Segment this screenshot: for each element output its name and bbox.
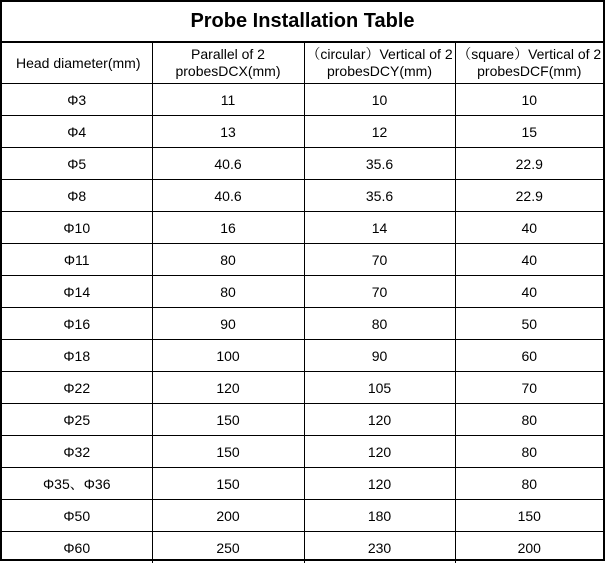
cell-head-diameter: Φ18 [2, 340, 152, 372]
cell-dcf: 60 [455, 340, 603, 372]
cell-dcy: 180 [304, 500, 455, 532]
cell-head-diameter: Φ32 [2, 436, 152, 468]
table-row [2, 532, 603, 563]
cell-head-diameter: Φ11 [2, 244, 152, 276]
cell-dcx: 40.6 [152, 148, 304, 180]
table-row [2, 436, 603, 468]
cell-head-diameter: Φ22 [2, 372, 152, 404]
cell-dcx: 200 [152, 500, 304, 532]
cell-head-diameter: Φ16 [2, 308, 152, 340]
table-row [2, 244, 603, 276]
header-vertical-square-dcf: （square）Vertical of 2 probesDCF(mm) [455, 43, 603, 84]
cell-head-diameter: Φ10 [2, 212, 152, 244]
cell-head-diameter: Φ8 [2, 180, 152, 212]
cell-dcy: 105 [304, 372, 455, 404]
cell-dcf: 50 [455, 308, 603, 340]
table-row [2, 116, 603, 148]
cell-dcf: 70 [455, 372, 603, 404]
cell-dcy: 120 [304, 468, 455, 500]
cell-dcy: 90 [304, 340, 455, 372]
cell-dcy: 80 [304, 308, 455, 340]
header-parallel-dcx: Parallel of 2 probesDCX(mm) [152, 43, 304, 84]
cell-dcy: 70 [304, 276, 455, 308]
table-row [2, 276, 603, 308]
table-body [2, 84, 603, 563]
cell-dcf: 40 [455, 244, 603, 276]
cell-dcy: 120 [304, 436, 455, 468]
table-row [2, 468, 603, 500]
cell-dcy: 12 [304, 116, 455, 148]
cell-dcf: 22.9 [455, 148, 603, 180]
table-row [2, 404, 603, 436]
cell-dcf: 22.9 [455, 180, 603, 212]
cell-dcx: 250 [152, 532, 304, 563]
cell-dcx: 16 [152, 212, 304, 244]
table-row [2, 180, 603, 212]
cell-head-diameter: Φ60 [2, 532, 152, 563]
cell-dcy: 35.6 [304, 148, 455, 180]
table-title: Probe Installation Table [2, 2, 603, 43]
cell-dcf: 40 [455, 276, 603, 308]
cell-dcx: 80 [152, 276, 304, 308]
cell-dcy: 35.6 [304, 180, 455, 212]
cell-dcx: 150 [152, 404, 304, 436]
cell-dcf: 150 [455, 500, 603, 532]
cell-dcy: 70 [304, 244, 455, 276]
cell-dcx: 13 [152, 116, 304, 148]
cell-head-diameter: Φ3 [2, 84, 152, 116]
table-row [2, 84, 603, 116]
table-row [2, 340, 603, 372]
cell-dcx: 80 [152, 244, 304, 276]
cell-dcx: 150 [152, 436, 304, 468]
cell-head-diameter: Φ50 [2, 500, 152, 532]
cell-dcy: 10 [304, 84, 455, 116]
cell-dcf: 80 [455, 468, 603, 500]
cell-dcf: 10 [455, 84, 603, 116]
table-row [2, 148, 603, 180]
cell-dcf: 80 [455, 436, 603, 468]
cell-head-diameter: Φ5 [2, 148, 152, 180]
cell-dcf: 80 [455, 404, 603, 436]
cell-dcf: 15 [455, 116, 603, 148]
cell-dcx: 90 [152, 308, 304, 340]
cell-dcf: 200 [455, 532, 603, 563]
header-row [2, 43, 603, 84]
cell-dcx: 120 [152, 372, 304, 404]
cell-dcf: 40 [455, 212, 603, 244]
cell-head-diameter: Φ4 [2, 116, 152, 148]
table-row [2, 212, 603, 244]
table-row [2, 500, 603, 532]
cell-dcy: 14 [304, 212, 455, 244]
header-vertical-circular-dcy: （circular）Vertical of 2 probesDCY(mm) [304, 43, 455, 84]
cell-head-diameter: Φ14 [2, 276, 152, 308]
table-row [2, 372, 603, 404]
table-row [2, 308, 603, 340]
header-head-diameter: Head diameter(mm) [2, 43, 152, 84]
cell-head-diameter: Φ35、Φ36 [2, 468, 152, 500]
cell-dcx: 150 [152, 468, 304, 500]
cell-dcx: 11 [152, 84, 304, 116]
cell-dcy: 230 [304, 532, 455, 563]
probe-installation-table [2, 43, 603, 563]
cell-dcx: 40.6 [152, 180, 304, 212]
cell-dcy: 120 [304, 404, 455, 436]
cell-head-diameter: Φ25 [2, 404, 152, 436]
cell-dcx: 100 [152, 340, 304, 372]
